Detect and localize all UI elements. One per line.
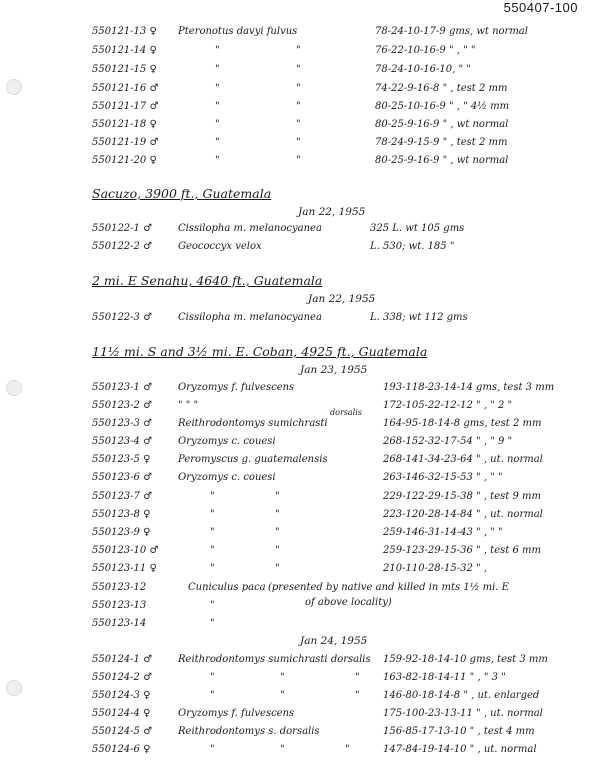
measurements: 147-84-19-14-10 " , ut. normal [383,744,537,755]
ditto-mark: " [215,83,220,94]
inserted-word: dorsalis [330,408,362,417]
ditto-mark: " [280,690,285,701]
catalog-number: 550123-12 [92,582,147,593]
ditto-mark: " [275,491,280,502]
punch-hole [6,380,22,396]
measurements: 193-118-23-14-14 gms, test 3 mm [383,382,555,393]
catalog-number: 550121-15 ♀ [92,64,157,75]
ditto-mark: " [210,527,215,538]
catalog-number: 550123-11 ♀ [92,563,157,574]
species-name: Peromyscus g. guatemalensis [178,454,328,465]
catalog-number: 550124-2 ♂ [92,672,153,683]
measurements: 210-110-28-15-32 " , [383,563,487,574]
species-name: Oryzomys f. fulvescens [178,708,295,719]
measurements: 156-85-17-13-10 " , test 4 mm [383,726,535,737]
ditto-mark: " [296,64,301,75]
collection-date: Jan 22, 1955 [308,293,376,305]
ditto-mark: " [296,83,301,94]
collection-note: (presented by native and killed in mts 1½ mi. E [268,582,509,593]
ditto-mark: " [210,509,215,520]
species-name: Geococcyx velox [178,241,262,252]
measurements: 146-80-18-14-8 " , ut. enlarged [383,690,540,701]
measurements: 164-95-18-14-8 gms, test 2 mm [383,418,542,429]
species-name: Oryzomys c. couesi [178,436,276,447]
measurements: 325 L. wt 105 gms [370,223,465,234]
measurements: 263-146-32-15-53 " , " " [383,472,503,483]
catalog-number: 550123-6 ♂ [92,472,153,483]
catalog-number: 550123-8 ♀ [92,509,151,520]
ditto-mark: " [355,690,360,701]
measurements: L. 530; wt. 185 " [370,241,455,252]
ditto-mark: " [275,509,280,520]
catalog-number: 550121-19 ♂ [92,137,159,148]
ditto-mark: " [210,600,215,611]
measurements: 172-105-22-12-12 " , " 2 " [383,400,513,411]
catalog-number: 550123-3 ♂ [92,418,153,429]
species-name: " " " [178,400,199,411]
ditto-mark: " [215,45,220,56]
collection-note: of above locality) [305,597,392,608]
measurements: 163-82-18-14-11 " , " 3 " [383,672,506,683]
locality-header: Sacuzo, 3900 ft., Guatemala [92,186,272,201]
ditto-mark: " [215,64,220,75]
ditto-mark: " [296,45,301,56]
catalog-number: 550123-10 ♂ [92,545,159,556]
catalog-number: 550123-13 [92,600,147,611]
measurements: 159-92-18-14-10 gms, test 3 mm [383,654,548,665]
catalog-number: 550122-2 ♂ [92,241,153,252]
measurements: 80-25-10-16-9 " , " 4½ mm [375,101,510,112]
species-name: Pteronotus davyi fulvus [178,26,298,37]
catalog-number: 550122-1 ♂ [92,223,153,234]
species-name: Cissilopha m. melanocyanea [178,223,322,234]
collection-date: Jan 24, 1955 [300,635,368,647]
ditto-mark: " [210,491,215,502]
species-name: Cissilopha m. melanocyanea [178,312,322,323]
catalog-number: 550123-1 ♂ [92,382,153,393]
species-name: Oryzomys f. fulvescens [178,382,295,393]
measurements: 74-22-9-16-8 " , test 2 mm [375,83,508,94]
ditto-mark: " [296,119,301,130]
ditto-mark: " [280,672,285,683]
measurements: L. 338; wt 112 gms [370,312,468,323]
measurements: 229-122-29-15-38 " , test 9 mm [383,491,541,502]
catalog-number: 550124-4 ♀ [92,708,151,719]
catalog-number: 550124-5 ♂ [92,726,153,737]
ditto-mark: " [275,545,280,556]
species-name: Reithrodontomys sumichrasti [178,418,328,429]
ditto-mark: " [215,155,220,166]
ditto-mark: " [210,672,215,683]
measurements: 175-100-23-13-11 " , ut. normal [383,708,543,719]
collection-date: Jan 22, 1955 [298,206,366,218]
ditto-mark: " [296,137,301,148]
measurements: 268-152-32-17-54 " , " 9 " [383,436,513,447]
measurements: 80-25-9-16-9 " , wt normal [375,155,509,166]
catalog-number: 550121-16 ♂ [92,83,159,94]
measurements: 223-120-28-14-84 " , ut. normal [383,509,543,520]
catalog-number: 550123-9 ♀ [92,527,151,538]
ditto-mark: " [210,618,215,629]
measurements: 78-24-9-15-9 " , test 2 mm [375,137,508,148]
measurements: 259-123-29-15-36 " , test 6 mm [383,545,541,556]
locality-header: 11½ mi. S and 3½ mi. E. Coban, 4925 ft., Guatemala [92,344,428,359]
catalog-number: 550124-1 ♂ [92,654,153,665]
ditto-mark: " [275,563,280,574]
catalog-number: 550124-6 ♀ [92,744,151,755]
ditto-mark: " [355,672,360,683]
ditto-mark: " [215,137,220,148]
catalog-number: 550121-20 ♀ [92,155,157,166]
ditto-mark: " [296,155,301,166]
ditto-mark: " [210,563,215,574]
ditto-mark: " [210,545,215,556]
measurements: 78-24-10-17-9 gms, wt normal [375,26,528,37]
catalog-number: 550121-14 ♀ [92,45,157,56]
catalog-number: 550121-13 ♀ [92,26,157,37]
ditto-mark: " [275,527,280,538]
punch-hole [6,79,22,95]
catalog-number: 550123-5 ♀ [92,454,151,465]
species-name: Cuniculus paca [188,582,266,593]
measurements: 76-22-10-16-9 " , " " [375,45,476,56]
catalog-number: 550122-3 ♂ [92,312,153,323]
measurements: 78-24-10-16-10, " " [375,64,471,75]
ditto-mark: " [210,690,215,701]
page-number: 550407-100 [503,0,578,15]
species-name: Reithrodontomys s. dorsalis [178,726,320,737]
catalog-number: 550124-3 ♀ [92,690,151,701]
measurements: 259-146-31-14-43 " , " " [383,527,503,538]
catalog-number: 550123-14 [92,618,147,629]
catalog-number: 550123-4 ♂ [92,436,153,447]
ditto-mark: " [210,744,215,755]
catalog-number: 550123-2 ♂ [92,400,153,411]
collection-date: Jan 23, 1955 [300,364,368,376]
catalog-number: 550123-7 ♂ [92,491,153,502]
species-name: Reithrodontomys sumichrasti dorsalis [178,654,371,665]
measurements: 268-141-34-23-64 " , ut. normal [383,454,543,465]
ditto-mark: " [215,119,220,130]
ditto-mark: " [345,744,350,755]
punch-hole [6,680,22,696]
ditto-mark: " [280,744,285,755]
catalog-number: 550121-17 ♂ [92,101,159,112]
measurements: 80-25-9-16-9 " , wt normal [375,119,509,130]
ditto-mark: " [296,101,301,112]
catalog-number: 550121-18 ♀ [92,119,157,130]
species-name: Oryzomys c. couesi [178,472,276,483]
locality-header: 2 mi. E Senahu, 4640 ft., Guatemala [92,273,323,288]
ditto-mark: " [215,101,220,112]
